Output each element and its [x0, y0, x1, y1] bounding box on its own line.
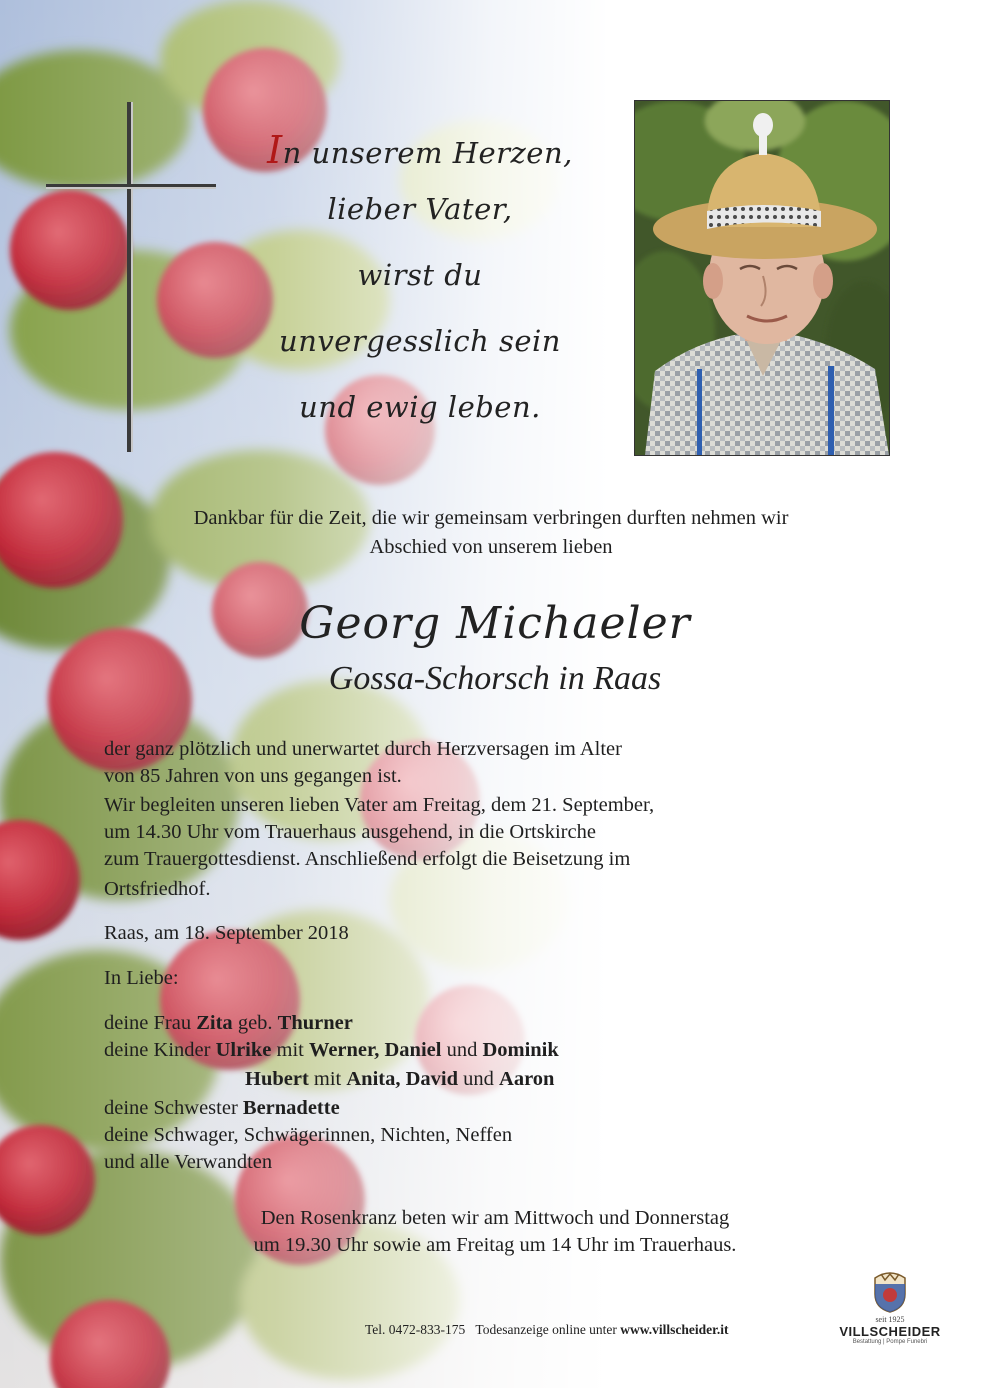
mourner-child-2-last: Aaron: [499, 1068, 555, 1090]
portrait-illustration: [635, 101, 889, 455]
announcement-line-3: Wir begleiten unseren lieben Vater am Freitag, dem 21. September,: [104, 794, 655, 816]
poem-line-5: und ewig leben.: [299, 390, 541, 424]
mourner-und-2: und: [458, 1068, 500, 1090]
mourner-wife-maiden: Thurner: [277, 1012, 353, 1034]
mourner-inlaws: deine Schwager, Schwägerinnen, Nichten, Neffen: [104, 1124, 513, 1146]
footer-url[interactable]: www.villscheider.it: [620, 1322, 729, 1337]
mourner-wife-mid: geb.: [232, 1012, 278, 1034]
cross-icon: [44, 100, 224, 460]
poem-line-1-text: n unserem Herzen,: [282, 136, 573, 170]
portrait-photo: [634, 100, 890, 456]
deceased-name: Georg Michaeler: [299, 598, 691, 649]
logo-tagline: Bestattung | Pompe Funebri: [852, 1339, 928, 1345]
announcement-line-4: um 14.30 Uhr vom Trauerhaus ausgehend, in die Ortskirche: [104, 821, 596, 843]
mourner-child-2-family: Anita, David: [346, 1068, 459, 1090]
mourner-child-1-family: Werner, Daniel: [308, 1039, 442, 1061]
announcement-line-1: der ganz plötzlich und unerwartet durch Herzversagen im Alter: [104, 738, 622, 760]
mourner-child-1-last: Dominik: [482, 1039, 559, 1061]
intro-line-2: Abschied von unserem lieben: [369, 536, 613, 558]
mourner-wife: [104, 1010, 353, 1036]
mourner-wife-name: Zita: [196, 1012, 233, 1034]
poem-line-3: wirst du: [357, 258, 483, 292]
announcement-line-2: von 85 Jahren von uns gegangen ist.: [104, 765, 402, 787]
deceased-nickname: Gossa-Schorsch in Raas: [328, 660, 662, 697]
poem-line-2: lieber Vater,: [327, 192, 513, 226]
rosary-line-1: Den Rosenkranz beten wir am Mittwoch und Donnerstag: [260, 1207, 730, 1229]
mourner-und-1: und: [441, 1039, 483, 1061]
mourner-mit-2: mit: [308, 1068, 347, 1090]
mourner-sister-prefix: deine Schwester: [104, 1097, 243, 1119]
announcement-line-5: zum Trauergottesdienst. Anschließend erfolgt die Beisetzung im: [104, 848, 631, 870]
poem-initial: I: [267, 128, 283, 172]
mourner-sister: [104, 1095, 340, 1121]
announcement-line-6: Ortsfriedhof.: [104, 878, 211, 900]
logo-since: seit 1925: [875, 1315, 905, 1324]
intro-line-1: Dankbar für die Zeit, die wir gemeinsam verbringen durften nehmen wir: [193, 507, 789, 529]
place-date: Raas, am 18. September 2018: [104, 922, 349, 944]
mourner-relatives: und alle Verwandten: [104, 1151, 273, 1173]
in-love-heading: In Liebe:: [104, 967, 179, 989]
mourner-children-prefix: deine Kinder: [104, 1039, 216, 1061]
rosary-line-2: um 19.30 Uhr sowie am Freitag um 14 Uhr im Trauerhaus.: [253, 1234, 737, 1256]
villscheider-logo: [830, 1270, 950, 1345]
mourner-sister-name: Bernadette: [242, 1097, 340, 1119]
mourner-wife-prefix: deine Frau: [104, 1012, 197, 1034]
mourner-child-2: Hubert: [245, 1068, 309, 1090]
logo-name: VILLSCHEIDER: [839, 1324, 941, 1339]
poem-line-4: unvergesslich sein: [279, 324, 561, 358]
footer-phone: Tel. 0472-833-175: [365, 1322, 466, 1337]
mourner-children-2: [245, 1066, 554, 1092]
footer-contact: [365, 1322, 729, 1338]
mourner-children-1: [104, 1037, 559, 1063]
crest-icon: [867, 1270, 913, 1314]
poem-line-1: [255, 128, 585, 172]
footer-online-prefix: Todesanzeige online unter: [475, 1322, 621, 1337]
mourner-child-1: Ulrike: [215, 1039, 272, 1061]
mourner-mit-1: mit: [271, 1039, 309, 1061]
